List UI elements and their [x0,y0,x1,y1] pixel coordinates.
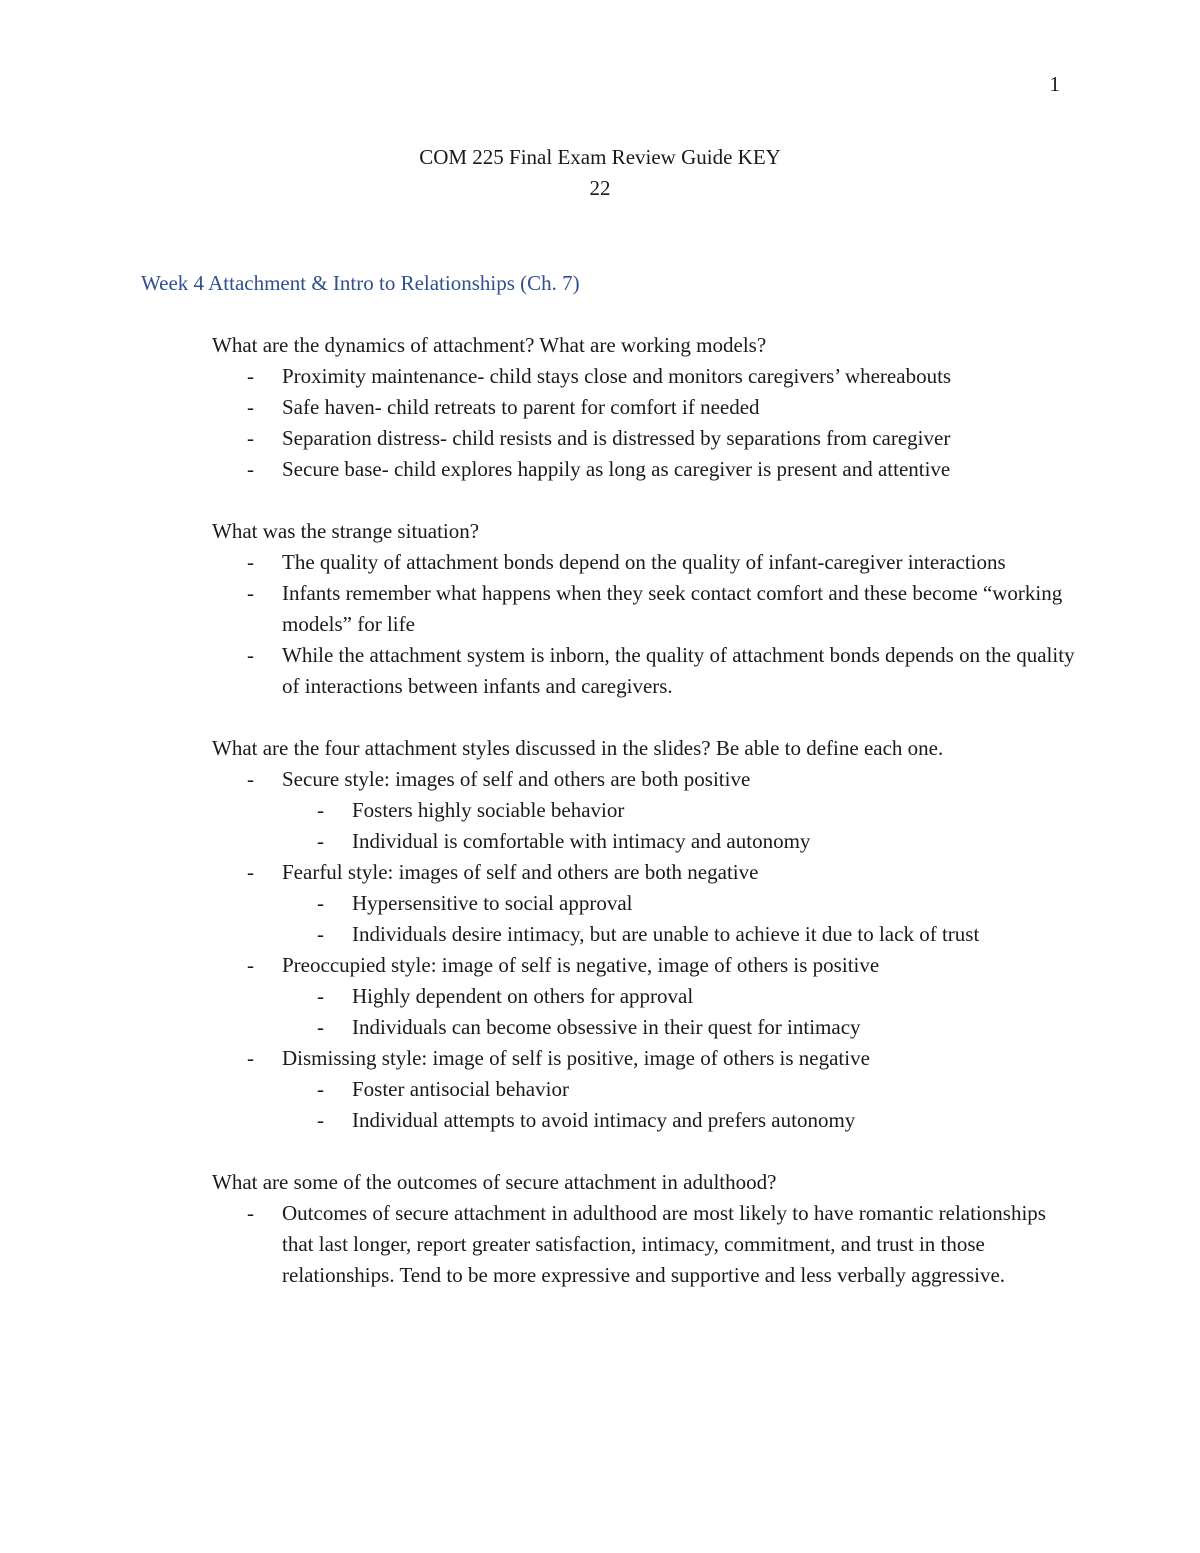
bullet-dash: - [317,829,324,853]
question-attachment-styles: What are the four attachment styles discussed in the slides? Be able to define each one. [212,736,944,760]
sub-list-item [282,1012,1081,1043]
question-strange-situation: What was the strange situation? [212,519,480,543]
list-item [141,1198,1081,1291]
bullet-dash: - [317,922,324,946]
sub-list-item-text: Highly dependent on others for approval [352,984,694,1008]
bullet-dash: - [247,643,254,667]
bullet-dash: - [317,1108,324,1132]
sub-list [282,888,1081,950]
sub-list-item-text: Fosters highly sociable behavior [352,798,625,822]
title-line-2: 22 [589,176,611,200]
question-block-outcomes [141,1167,1081,1291]
list-item-text: Infants remember what happens when they seek contact comfort and these become “working models” for life [282,581,1063,636]
bullet-dash: - [247,364,254,388]
bullet-dash: - [317,1077,324,1101]
sub-list-item [282,1074,1081,1105]
question-outcomes: What are some of the outcomes of secure attachment in adulthood? [212,1170,777,1194]
sub-list [282,795,1081,857]
list-item-preoccupied-style [141,950,1081,1043]
list-item [141,392,1081,423]
page-number: 1 [1049,72,1060,96]
bullet-dash: - [247,1046,254,1070]
bullet-dash: - [247,426,254,450]
list-item-text: Safe haven- child retreats to parent for comfort if needed [282,395,760,419]
title-line-1: COM 225 Final Exam Review Guide KEY [419,145,781,169]
list-item [141,640,1081,702]
bullet-dash: - [247,395,254,419]
list-item-text: Separation distress- child resists and is distressed by separations from caregiver [282,426,951,450]
sub-list-item-text: Individuals desire intimacy, but are unable to achieve it due to lack of trust [352,922,980,946]
bullet-dash: - [247,860,254,884]
list-item-text: Secure base- child explores happily as long as caregiver is present and attentive [282,457,951,481]
bullet-dash: - [317,1015,324,1039]
list-item-dismissing-style [141,1043,1081,1136]
bullet-dash: - [247,457,254,481]
list-item-fearful-style [141,857,1081,950]
bullet-dash: - [317,984,324,1008]
sub-list-item [282,826,1081,857]
sub-list-item [282,919,1081,950]
sub-list-item [282,888,1081,919]
bullet-dash: - [247,550,254,574]
list-item-text: Secure style: images of self and others are both positive [282,767,751,791]
list-item-text: The quality of attachment bonds depend on the quality of infant-caregiver interactions [282,550,1006,574]
answer-list-strange-situation [141,547,1081,702]
list-item-secure-style [141,764,1081,857]
sub-list-item-text: Hypersensitive to social approval [352,891,633,915]
sub-list-item [282,1105,1081,1136]
document-title [0,142,1200,204]
list-item-text: Dismissing style: image of self is positive, image of others is negative [282,1046,870,1070]
sub-list [282,981,1081,1043]
bullet-dash: - [247,953,254,977]
question-block-attachment-styles [141,733,1081,1136]
list-item-text: Preoccupied style: image of self is negative, image of others is positive [282,953,880,977]
sub-list [282,1074,1081,1136]
bullet-dash: - [247,1201,254,1225]
answer-list-attachment-styles [141,764,1081,1136]
list-item [141,547,1081,578]
question-block-dynamics [141,330,1081,485]
sub-list-item-text: Individual is comfortable with intimacy and autonomy [352,829,811,853]
sub-list-item-text: Foster antisocial behavior [352,1077,569,1101]
bullet-dash: - [317,798,324,822]
bullet-dash: - [247,767,254,791]
list-item [141,454,1081,485]
sub-list-item-text: Individuals can become obsessive in their quest for intimacy [352,1015,861,1039]
document-body [141,268,1081,1322]
bullet-dash: - [317,891,324,915]
sub-list-item-text: Individual attempts to avoid intimacy and prefers autonomy [352,1108,856,1132]
list-item-text: Proximity maintenance- child stays close and monitors caregivers’ whereabouts [282,364,952,388]
answer-list-outcomes [141,1198,1081,1291]
question-dynamics: What are the dynamics of attachment? What are working models? [212,333,767,357]
list-item-text: Fearful style: images of self and others are both negative [282,860,759,884]
list-item-text: While the attachment system is inborn, the quality of attachment bonds depends on the quality of interactions between infants and caregivers. [282,643,1075,698]
list-item [141,578,1081,640]
list-item-text: Outcomes of secure attachment in adulthood are most likely to have romantic relationships that last longer, report greater satisfaction, intimacy, commitment, and trust in those relationships. Tend to be more expressive and supportive and less verbally aggressive. [282,1201,1046,1287]
sub-list-item [282,795,1081,826]
list-item [141,423,1081,454]
list-item [141,361,1081,392]
bullet-dash: - [247,581,254,605]
sub-list-item [282,981,1081,1012]
section-heading: Week 4 Attachment & Intro to Relationships (Ch. 7) [141,271,580,295]
question-block-strange-situation [141,516,1081,702]
answer-list-dynamics [141,361,1081,485]
